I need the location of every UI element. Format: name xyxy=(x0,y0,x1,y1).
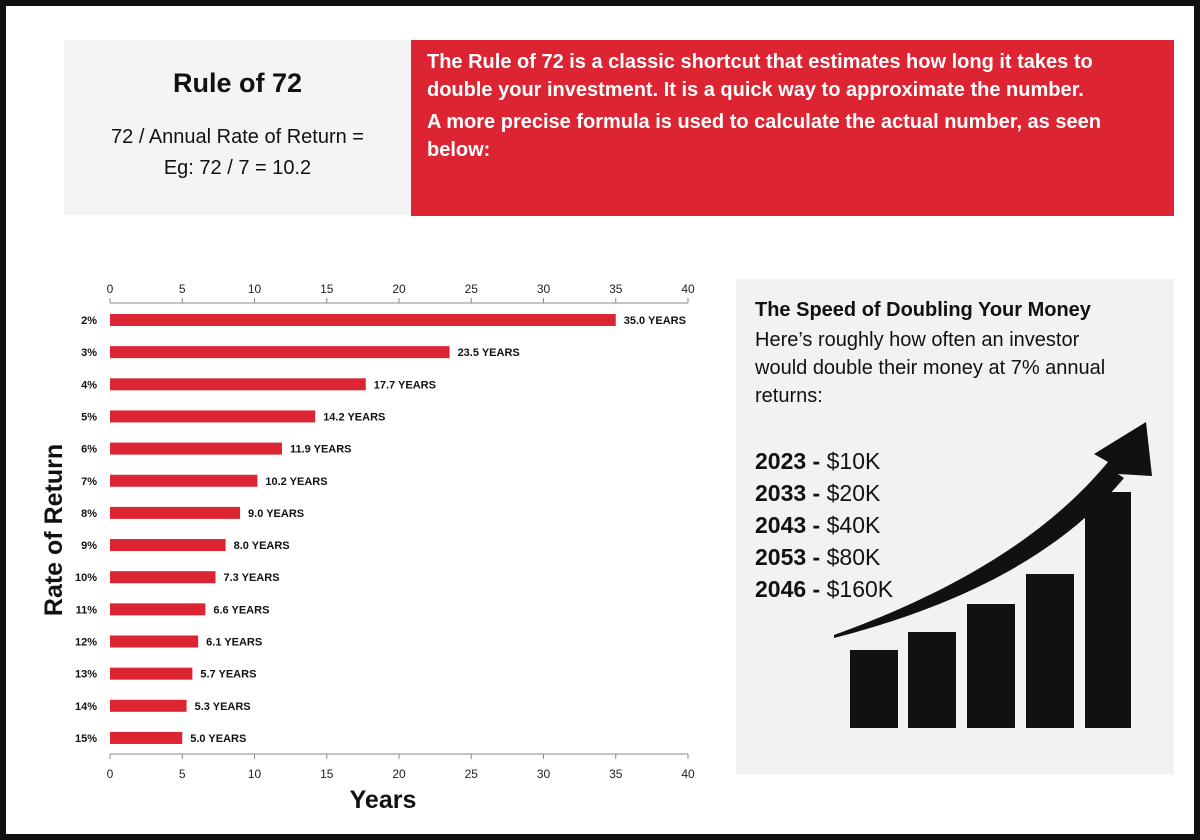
bar-data-label: 5.0 YEARS xyxy=(190,732,247,745)
top-x-tick-label: 35 xyxy=(609,282,623,296)
y-category-label: 14% xyxy=(74,700,97,713)
top-x-tick-label: 0 xyxy=(106,282,114,296)
bar xyxy=(110,668,192,680)
bar xyxy=(110,603,205,615)
bar-data-label: 5.7 YEARS xyxy=(200,668,257,681)
y-category-label: 15% xyxy=(74,732,97,745)
speed-description: Here’s roughly how often an investor would double their money at 7% annual returns: xyxy=(755,329,1106,407)
formula-line-1: 72 / Annual Rate of Return = xyxy=(111,126,364,148)
y-category-label: 2% xyxy=(81,315,97,327)
speed-title: The Speed of Doubling Your Money xyxy=(755,299,1091,321)
bottom-x-tick-label: 30 xyxy=(536,767,551,781)
bar xyxy=(110,507,240,519)
bar xyxy=(110,732,182,744)
top-x-tick-label: 20 xyxy=(392,282,406,296)
y-axis-title: Rate of Return xyxy=(40,443,68,617)
bar-data-label: 7.3 YEARS xyxy=(223,572,280,585)
bar xyxy=(110,539,226,551)
bottom-x-tick-label: 25 xyxy=(464,767,478,781)
bar-data-label: 9.0 YEARS xyxy=(248,507,305,520)
bar-data-label: 35.0 YEARS xyxy=(623,315,686,327)
y-category-label: 12% xyxy=(74,636,97,649)
x-axis-title: Years xyxy=(349,786,417,814)
bottom-x-tick-label: 20 xyxy=(392,767,406,781)
bar xyxy=(110,314,616,326)
top-x-tick-label: 15 xyxy=(320,282,334,296)
bottom-x-tick-label: 40 xyxy=(681,767,695,781)
y-category-label: 8% xyxy=(81,507,97,520)
doubling-amount: $20K xyxy=(820,480,881,506)
y-category-label: 9% xyxy=(81,540,97,553)
doubling-amount: $40K xyxy=(820,512,881,538)
y-category-label: 11% xyxy=(75,604,97,617)
y-category-label: 4% xyxy=(81,379,97,392)
y-category-label: 10% xyxy=(74,572,97,585)
doubling-amount: $80K xyxy=(820,544,881,570)
top-x-tick-label: 10 xyxy=(247,282,262,296)
bottom-x-tick-label: 35 xyxy=(609,767,623,781)
bar-data-label: 6.1 YEARS xyxy=(206,636,263,649)
bar xyxy=(110,636,198,648)
bar-data-label: 14.2 YEARS xyxy=(323,411,386,424)
bar xyxy=(110,571,215,583)
bar-data-label: 23.5 YEARS xyxy=(457,347,520,360)
intro-paragraph-1: The Rule of 72 is a classic shortcut that estimates how long it takes to double your investment. It is a quick way to approximate the number. xyxy=(427,51,1093,101)
bar xyxy=(110,346,450,358)
growth-chart-arrow-icon xyxy=(832,414,1156,734)
doubling-year: 2033 - xyxy=(755,480,821,506)
bar xyxy=(110,475,257,487)
bar xyxy=(110,410,315,422)
bottom-x-tick-label: 5 xyxy=(178,767,186,781)
top-x-tick-label: 5 xyxy=(178,282,186,296)
doubling-year: 2053 - xyxy=(755,544,821,570)
bar xyxy=(110,700,187,712)
formula-line-2: Eg: 72 / 7 = 10.2 xyxy=(163,157,312,179)
doubling-amount: $160K xyxy=(820,576,894,602)
bar-data-label: 10.2 YEARS xyxy=(265,475,328,488)
bar-data-label: 17.7 YEARS xyxy=(373,379,436,392)
bar xyxy=(110,378,366,390)
doubling-amount: $10K xyxy=(820,448,881,474)
doubling-year: 2043 - xyxy=(755,512,821,538)
bar-data-label: 8.0 YEARS xyxy=(233,540,290,553)
top-x-tick-label: 40 xyxy=(681,282,695,296)
top-x-tick-label: 30 xyxy=(536,282,551,296)
intro-paragraph-2: A more precise formula is used to calculate the actual number, as seen below: xyxy=(427,111,1101,161)
y-category-label: 13% xyxy=(74,668,97,681)
bar xyxy=(110,443,282,455)
doubling-year: 2023 - xyxy=(755,448,821,474)
doubling-year: 2046 - xyxy=(755,576,821,602)
top-x-tick-label: 25 xyxy=(464,282,478,296)
bottom-x-tick-label: 10 xyxy=(247,767,262,781)
bar-data-label: 5.3 YEARS xyxy=(194,700,251,713)
formula-title: Rule of 72 xyxy=(172,68,303,98)
rate-of-return-chart xyxy=(6,6,706,836)
y-category-label: 6% xyxy=(81,443,97,456)
bar-data-label: 11.9 YEARS xyxy=(289,443,352,456)
y-category-label: 5% xyxy=(81,411,97,424)
bar-data-label: 6.6 YEARS xyxy=(213,604,270,617)
y-category-label: 3% xyxy=(81,347,97,360)
bottom-x-tick-label: 0 xyxy=(106,767,114,781)
bottom-x-tick-label: 15 xyxy=(320,767,334,781)
y-category-label: 7% xyxy=(81,475,97,488)
